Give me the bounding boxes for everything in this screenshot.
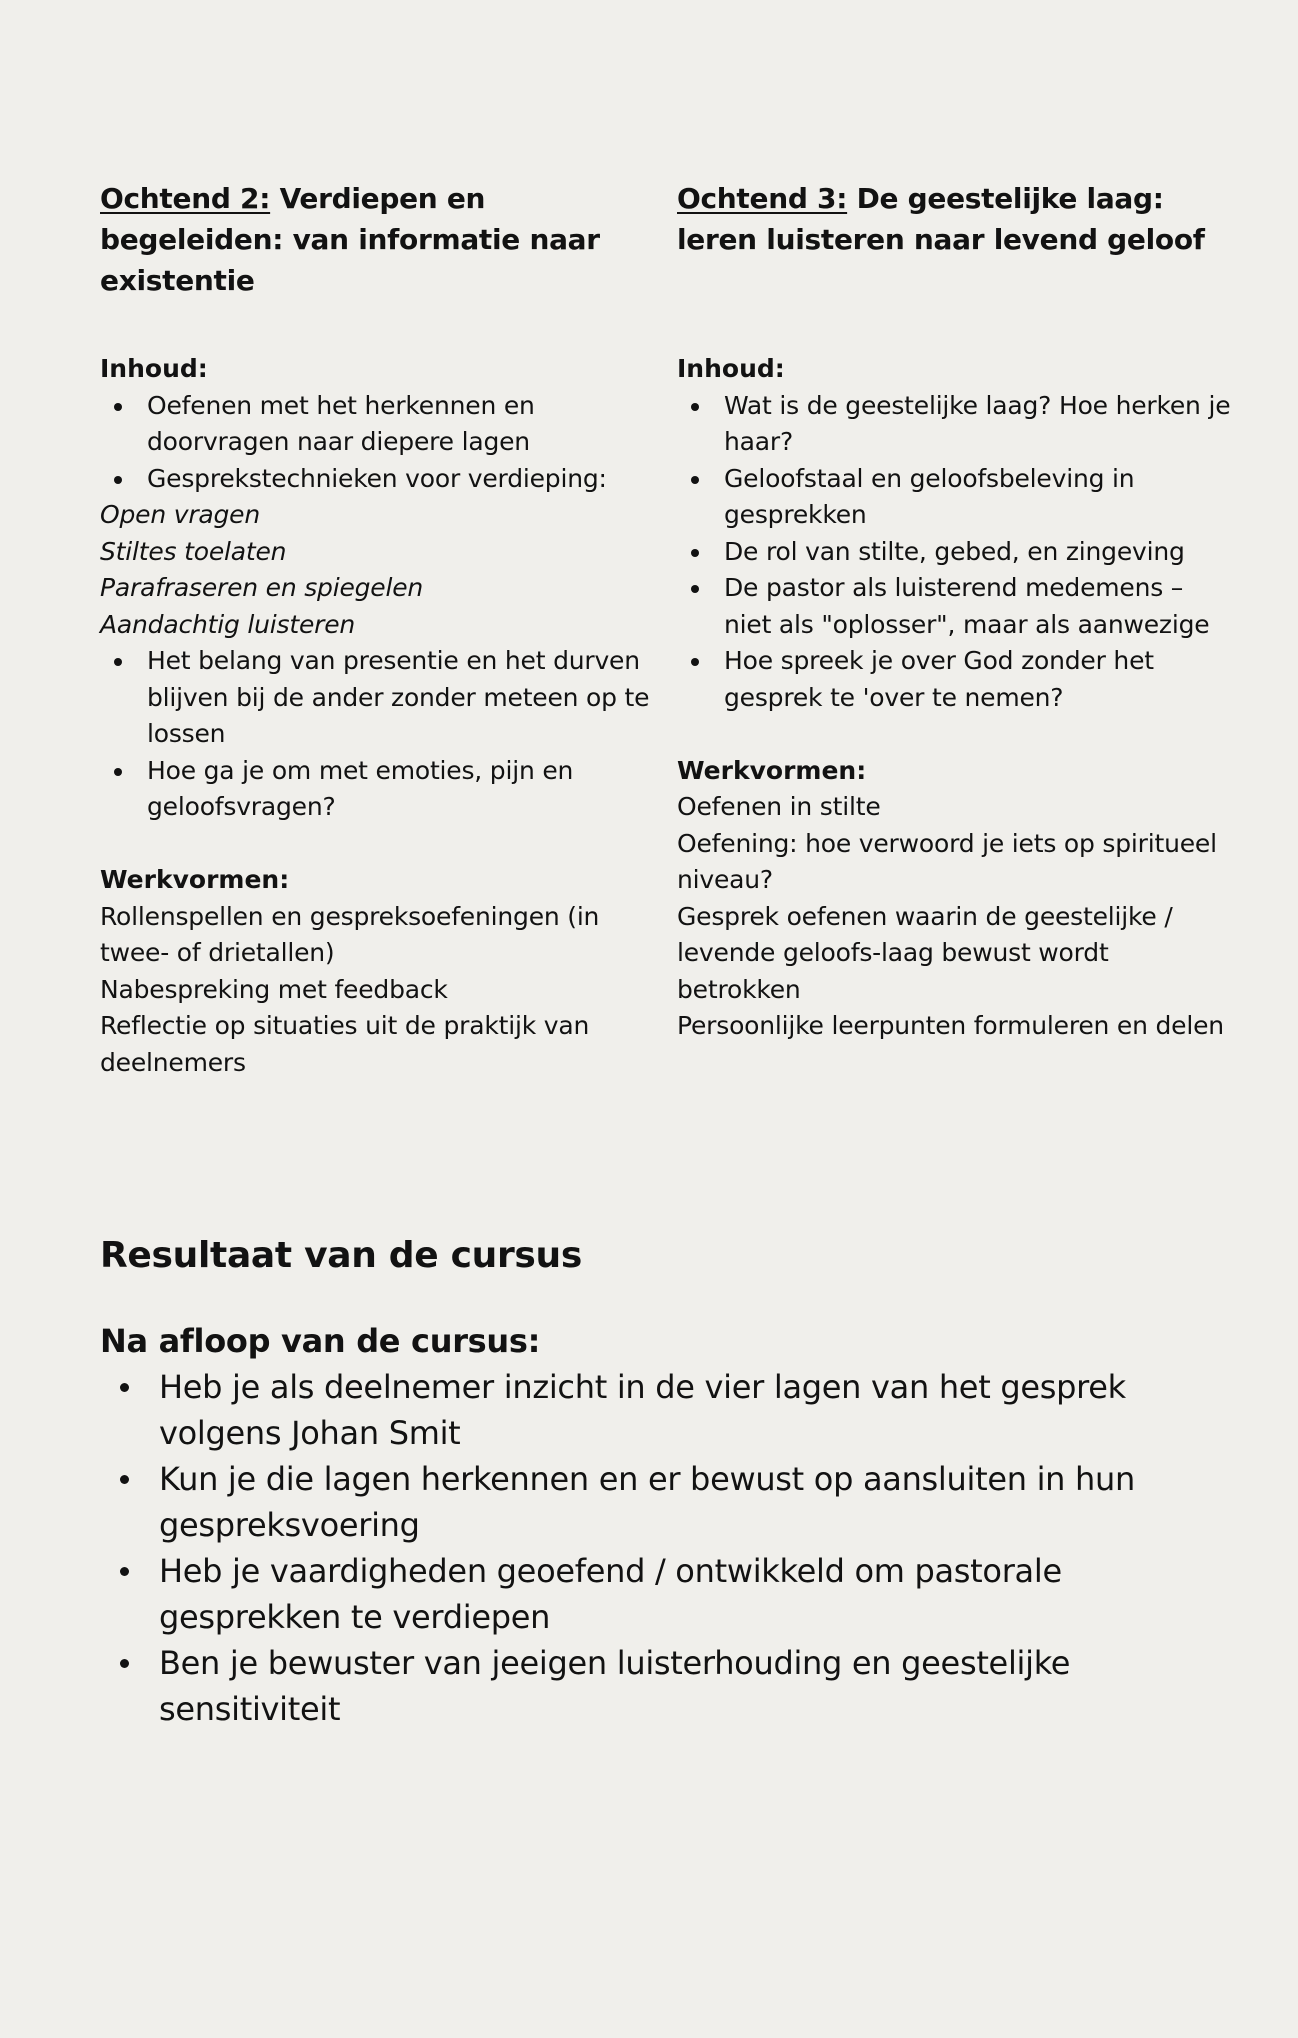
list-item: Heb je als deelnemer inzicht in de vier lagen van het gesprek volgens Johan Smit <box>100 1364 1220 1456</box>
list-item: Gesprekstechnieken voor verdieping: <box>100 461 670 498</box>
werkvorm-item: Persoonlijke leerpunten formuleren en delen <box>677 1011 1224 1040</box>
werkvorm-item: Gesprek oefenen waarin de geestelijke / levende geloofs-laag bewust wordt betrokken <box>677 901 1173 1004</box>
technique-item: Open vragen <box>100 500 261 529</box>
werkvorm-item: Oefening: hoe verwoord je iets op spiritueel niveau? <box>677 828 1217 894</box>
werkvorm-item: Oefenen in stilte <box>677 792 881 821</box>
ochtend-3-inhoud-list <box>677 388 1237 717</box>
ochtend-2-inhoud-list-a <box>100 388 670 498</box>
list-item: Geloofstaal en geloofsbeleving in gesprekken <box>677 461 1237 534</box>
list-item: Oefenen met het herkennen en doorvragen naar diepere lagen <box>100 388 670 461</box>
result-title: Resultaat van de cursus <box>100 1235 583 1276</box>
werkvorm-item: Rollenspellen en gespreksoefeningen (in twee- of drietallen) <box>100 901 600 967</box>
list-item: Hoe spreek je over God zonder het gesprek te 'over te nemen? <box>677 643 1237 716</box>
werkvorm-item: Reflectie op situaties uit de praktijk van deelnemers <box>100 1011 590 1077</box>
ochtend-3-column <box>677 178 1237 1045</box>
result-subtitle: Na afloop van de cursus: <box>100 1322 541 1360</box>
list-item: De rol van stilte, gebed, en zingeving <box>677 534 1237 571</box>
list-item: Kun je die lagen herkennen en er bewust op aansluiten in hun gespreksvoering <box>100 1456 1220 1548</box>
ochtend-3-werkvormen-label: Werkvormen: <box>677 755 867 785</box>
technique-item: Aandachtig luisteren <box>100 609 356 639</box>
ochtend-3-title-text: De geestelijke laag: leren luisteren naar levend geloof <box>677 182 1205 256</box>
list-item: Ben je bewuster van jeeigen luisterhouding en geestelijke sensitiviteit <box>100 1640 1220 1732</box>
result-list <box>100 1364 1220 1732</box>
list-item: Het belang van presentie en het durven blijven bij de ander zonder meteen op te lossen <box>100 643 670 753</box>
ochtend-3-inhoud-label: Inhoud: <box>677 354 785 383</box>
ochtend-3-title <box>677 178 1237 260</box>
result-section <box>100 1228 1220 1732</box>
ochtend-2-inhoud-label: Inhoud: <box>100 354 208 383</box>
list-item: Wat is de geestelijke laag? Hoe herken je haar? <box>677 388 1237 461</box>
ochtend-2-column <box>100 178 670 1081</box>
ochtend-2-title <box>100 178 670 301</box>
ochtend-2-werkvormen-label: Werkvormen: <box>100 865 290 894</box>
werkvorm-item: Nabespreking met feedback <box>100 974 448 1004</box>
ochtend-3-title-label: Ochtend 3: <box>677 182 848 215</box>
list-item: Hoe ga je om met emoties, pijn en geloofsvragen? <box>100 753 670 826</box>
ochtend-2-inhoud-list-b <box>100 643 670 826</box>
list-item: De pastor als luisterend medemens – niet als "oplosser", maar als aanwezige <box>677 570 1237 643</box>
technique-item: Parafraseren en spiegelen <box>100 573 424 602</box>
technique-item: Stiltes toelaten <box>100 536 287 566</box>
ochtend-2-title-text: Verdiepen en begeleiden: van informatie naar existentie <box>100 182 600 297</box>
ochtend-2-title-label: Ochtend 2: <box>100 182 271 215</box>
list-item: Heb je vaardigheden geoefend / ontwikkeld om pastorale gesprekken te verdiepen <box>100 1548 1220 1640</box>
